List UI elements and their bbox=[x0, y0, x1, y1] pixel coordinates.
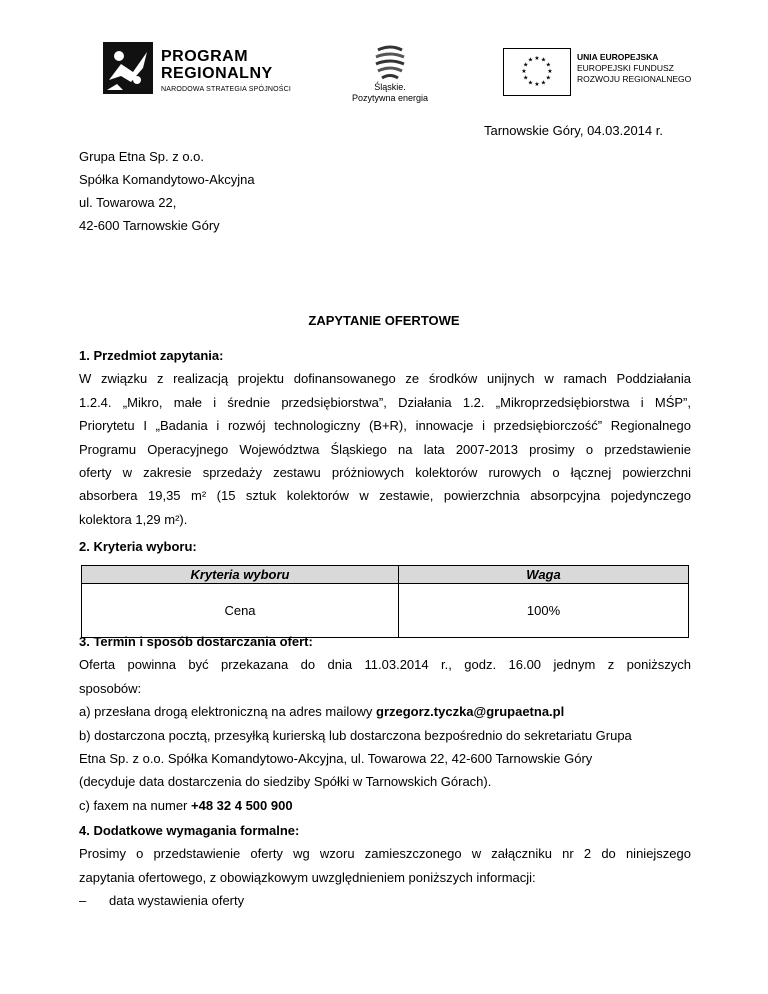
section-1-line: Priorytetu I „Badania i rozwój technologiczny (B+R), innowacje i przedsiębiorczość” Regionalnego bbox=[79, 418, 691, 434]
option-a bbox=[79, 700, 691, 723]
section-1-line: Programu Operacyjnego Województwa Śląskiego na lata 2007-2013 prosimy o przedstawienie bbox=[79, 441, 691, 457]
section-3-line: Oferta powinna być przekazana do dnia 11.03.2014 r., godz. 16.00 jednym z poniższych bbox=[79, 657, 691, 673]
slaskie-waves-icon bbox=[370, 42, 410, 82]
weight-cell: 100% bbox=[399, 584, 689, 638]
section-1-line: W związku z realizacją projektu dofinansowanego ze środków unijnych w ramach Poddziałania bbox=[79, 371, 691, 387]
weight-column-header: Waga bbox=[399, 566, 689, 584]
svg-text:★: ★ bbox=[547, 68, 553, 75]
criteria-table-header-row bbox=[82, 566, 689, 584]
svg-text:★: ★ bbox=[527, 79, 534, 87]
svg-text:★: ★ bbox=[523, 61, 529, 69]
address-line: Spółka Komandytowo-Akcyjna bbox=[79, 172, 255, 187]
option-b-line: Etna Sp. z o.o. Spółka Komandytowo-Akcyjna, ul. Towarowa 22, 42-600 Tarnowskie Góry bbox=[79, 751, 593, 767]
eu-text bbox=[577, 52, 691, 85]
svg-text:★: ★ bbox=[545, 74, 551, 82]
option-b-line: b) dostarczona pocztą, przesyłką kurierską lub dostarczona bezpośrednio do sekretariatu Grupa bbox=[79, 727, 632, 743]
section-4-line: Prosimy o przedstawienie oferty wg wzoru zamieszczonego w załączniku nr 2 do niniejszego bbox=[79, 846, 691, 862]
program-regionalny-emblem-icon bbox=[103, 42, 153, 94]
slaskie-logo bbox=[345, 42, 435, 104]
email-address: grzegorz.tyczka@grupaetna.pl bbox=[376, 704, 565, 720]
option-c bbox=[79, 794, 691, 817]
eu-line1: UNIA EUROPEJSKA bbox=[577, 52, 659, 62]
eu-flag-icon bbox=[503, 48, 571, 96]
section-1 bbox=[79, 344, 691, 531]
section-4 bbox=[79, 819, 691, 913]
section-3 bbox=[79, 630, 691, 817]
option-b-line: (decyduje data dostarczenia do siedziby Spółki w Tarnowskich Górach). bbox=[79, 774, 492, 790]
criteria-column-header: Kryteria wyboru bbox=[82, 566, 399, 584]
section-4-line: zapytania ofertowego, z obowiązkowym uwzględnieniem poniższych informacji: bbox=[79, 869, 536, 885]
criteria-cell: Cena bbox=[82, 584, 399, 638]
address-line: ul. Towarowa 22, bbox=[79, 195, 177, 210]
program-regionalny-logo bbox=[103, 42, 303, 102]
svg-text:★: ★ bbox=[540, 56, 547, 64]
date-line: Tarnowskie Góry, 04.03.2014 r. bbox=[484, 123, 663, 138]
program-line1: PROGRAM bbox=[161, 48, 249, 65]
svg-text:★: ★ bbox=[527, 56, 534, 64]
eu-logo bbox=[503, 48, 693, 98]
criteria-table bbox=[81, 565, 689, 638]
section-1-line: 1.2.4. „Mikro, małe i średnie przedsiębiorstwa”, Działania 1.2. „Mikroprzedsiębiorstwa i MŚP”, bbox=[79, 394, 691, 410]
section-1-line: absorbera 19,35 m² (15 sztuk kolektorów w zestawie, powierzchnia absorpcyjna pojedynczego bbox=[79, 488, 691, 504]
option-c-text: c) faxem na numer bbox=[79, 797, 191, 813]
list-item-text: data wystawienia oferty bbox=[109, 893, 245, 909]
section-1-line: oferty w zakresie sprzedaży zestawu próżniowych kolektorów rurowych o łącznej powierzchni bbox=[79, 465, 691, 481]
document-title: ZAPYTANIE OFERTOWE bbox=[308, 313, 460, 328]
section-4-heading: 4. Dodatkowe wymagania formalne: bbox=[79, 823, 300, 838]
section-3-line: sposobów: bbox=[79, 680, 142, 696]
eu-line3: ROZWOJU REGIONALNEGO bbox=[577, 74, 692, 84]
fax-number: +48 32 4 500 900 bbox=[191, 797, 293, 813]
bullet-dash: – bbox=[79, 893, 87, 909]
eu-line2: EUROPEJSKI FUNDUSZ bbox=[577, 63, 674, 73]
svg-text:★: ★ bbox=[521, 68, 527, 75]
recipient-address bbox=[79, 145, 255, 237]
section-3-heading: 3. Termin i sposób dostarczania ofert: bbox=[79, 634, 313, 649]
svg-text:★: ★ bbox=[534, 55, 540, 62]
slaskie-slogan: Pozytywna energia bbox=[351, 93, 429, 103]
section-2-heading: 2. Kryteria wyboru: bbox=[79, 539, 197, 554]
svg-text:★: ★ bbox=[545, 61, 551, 69]
option-a-text: a) przesłana drogą elektroniczną na adres mailowy bbox=[79, 704, 376, 720]
section-1-line: kolektora 1,29 m²). bbox=[79, 511, 188, 527]
address-line: 42-600 Tarnowskie Góry bbox=[79, 218, 220, 233]
svg-text:★: ★ bbox=[523, 74, 529, 82]
section-1-heading: 1. Przedmiot zapytania: bbox=[79, 348, 224, 363]
svg-text:★: ★ bbox=[540, 79, 547, 87]
list-item bbox=[79, 889, 691, 912]
program-subtitle: NARODOWA STRATEGIA SPÓJNOŚCI bbox=[161, 86, 292, 93]
slaskie-name: Śląskie. bbox=[374, 82, 406, 92]
address-line: Grupa Etna Sp. z o.o. bbox=[79, 149, 205, 164]
program-line2: REGIONALNY bbox=[161, 65, 273, 82]
svg-text:★: ★ bbox=[534, 81, 540, 88]
program-regionalny-title bbox=[161, 48, 273, 82]
